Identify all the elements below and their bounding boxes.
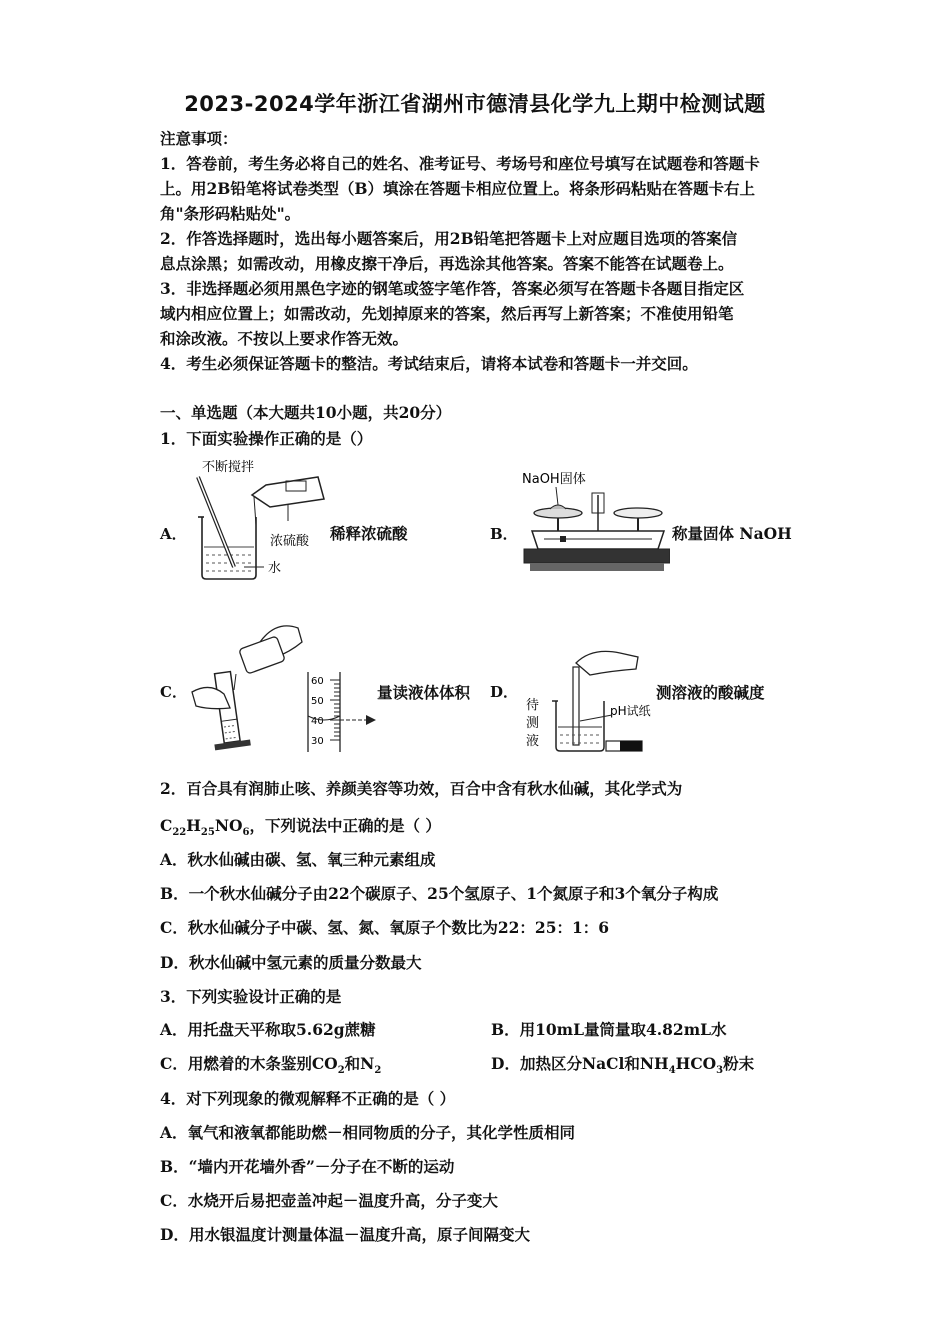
option-d-text: HCO (675, 1054, 717, 1073)
ph-test-figure (520, 645, 660, 757)
scale-tick-label: 40 (311, 716, 324, 727)
dilute-acid-figure (190, 455, 330, 585)
notice-line: 息点涂黑；如需改动，用橡皮擦干净后，再选涂其他答案。答案不能答在试题卷上。 (160, 254, 734, 273)
notice-line: 1．答卷前，考生务必将自己的姓名、准考证号、考场号和座位号填写在试题卷和答题卡 (160, 154, 760, 173)
liquid-label: 液 (526, 734, 540, 749)
liquid-label: 测 (526, 716, 540, 731)
option-d-caption: 测溶液的酸碱度 (656, 683, 765, 702)
formula-sub: 4 (668, 1065, 676, 1077)
question-2-formula-line (160, 814, 441, 838)
scale-tick-label: 30 (311, 736, 324, 747)
option-c-caption: 量读液体体积 (377, 683, 471, 702)
question-2-option-c: C．秋水仙碱分子中碳、氢、氮、氧原子个数比为22：25：1：6 (160, 918, 610, 937)
notice-line: 3．非选择题必须用黑色字迹的钢笔或签字笔作答，答案必须写在答题卡各题目指定区 (160, 279, 745, 298)
option-b-letter: B． (490, 525, 518, 543)
question-2-stem: 2．百合具有润肺止咳、养颜美容等功效，百合中含有秋水仙碱，其化学式为 (160, 779, 683, 798)
question-3-option-d (491, 1052, 754, 1076)
formula-sub: 2 (337, 1065, 345, 1077)
formula-sub: 22 (172, 827, 187, 839)
option-d-text: D．加热区分NaCl和NH (491, 1054, 669, 1073)
option-a-caption: 稀释浓硫酸 (330, 524, 408, 543)
question-2-option-b: B．一个秋水仙碱分子由22个碳原子、25个氢原子、1个氮原子和3个氧分子构成 (160, 884, 719, 903)
formula-sub: 3 (716, 1065, 724, 1077)
page-title: 2023-2024学年浙江省湖州市德清县化学九上期中检测试题 (184, 92, 766, 116)
question-4-option-b: B．“墙内开花墙外香”－分子在不断的运动 (160, 1157, 455, 1176)
notice-line: 域内相应位置上；如需改动，先划掉原来的答案，然后再写上新答案；不准使用铅笔 (160, 304, 734, 323)
balance-figure (520, 465, 670, 580)
read-cylinder-figure (190, 612, 380, 757)
question-1-stem: 1．下面实验操作正确的是（） (160, 429, 373, 448)
formula-no: NO (214, 816, 243, 835)
question-3-option-c (160, 1052, 381, 1076)
option-c-text: 和N (344, 1054, 375, 1073)
option-d-letter: D． (490, 683, 519, 701)
option-a-letter: A． (160, 525, 187, 543)
water-label: 水 (268, 561, 282, 576)
scale-tick-label: 50 (311, 696, 324, 707)
question-3-stem: 3．下列实验设计正确的是 (160, 987, 342, 1006)
notice-line: 2．作答选择题时，选出每小题答案后，用2B铅笔把答题卡上对应题目选项的答案信 (160, 229, 738, 248)
question-4-option-c: C．水烧开后易把壶盖冲起－温度升高，分子变大 (160, 1191, 498, 1210)
question-2-option-d: D．秋水仙碱中氢元素的质量分数最大 (160, 953, 422, 972)
option-d-text: 粉末 (723, 1054, 755, 1073)
notice-line: 上。用2B铅笔将试卷类型（B）填涂在答题卡相应位置上。将条形码粘贴在答题卡右上 (160, 179, 755, 198)
question-2-option-a: A．秋水仙碱由碳、氢、氧三种元素组成 (160, 850, 436, 869)
notice-line: 和涂改液。不按以上要求作答无效。 (160, 329, 409, 348)
notice-heading: 注意事项： (160, 129, 238, 148)
acid-label: 浓硫酸 (270, 534, 310, 549)
naoh-label: NaOH固体 (522, 472, 586, 487)
formula-sub: 2 (374, 1065, 382, 1077)
question-3-option-a: A．用托盘天平称取5.62g蔗糖 (160, 1020, 376, 1039)
notice-line: 角"条形码粘贴处"。 (160, 204, 301, 223)
question-4-option-a: A．氧气和液氧都能助燃－相同物质的分子，其化学性质相同 (160, 1123, 576, 1142)
question-4-stem: 4．对下列现象的微观解释不正确的是（ ） (160, 1089, 456, 1108)
scale-tick-label: 60 (311, 676, 324, 687)
option-c-text: C．用燃着的木条鉴别CO (160, 1054, 338, 1073)
formula-sub: 25 (200, 827, 215, 839)
liquid-label: 待 (526, 698, 540, 713)
stir-label: 不断搅拌 (202, 460, 255, 475)
question-2-tail: ，下列说法中正确的是（ ） (249, 816, 441, 835)
formula-h: H (186, 816, 201, 835)
question-4-option-d: D．用水银温度计测量体温－温度升高，原子间隔变大 (160, 1225, 530, 1244)
notice-line: 4．考生必须保证答题卡的整洁。考试结束后，请将本试卷和答题卡一并交回。 (160, 354, 698, 373)
formula-sub: 6 (242, 827, 250, 839)
option-b-caption: 称量固体 NaOH (672, 524, 792, 543)
formula-c: C (160, 816, 173, 835)
ph-paper-label: pH试纸 (610, 704, 651, 718)
question-3-option-b: B．用10mL量筒量取4.82mL水 (491, 1020, 727, 1039)
section-heading: 一、单选题（本大题共10小题，共20分） (160, 403, 452, 422)
option-c-letter: C． (160, 683, 187, 701)
